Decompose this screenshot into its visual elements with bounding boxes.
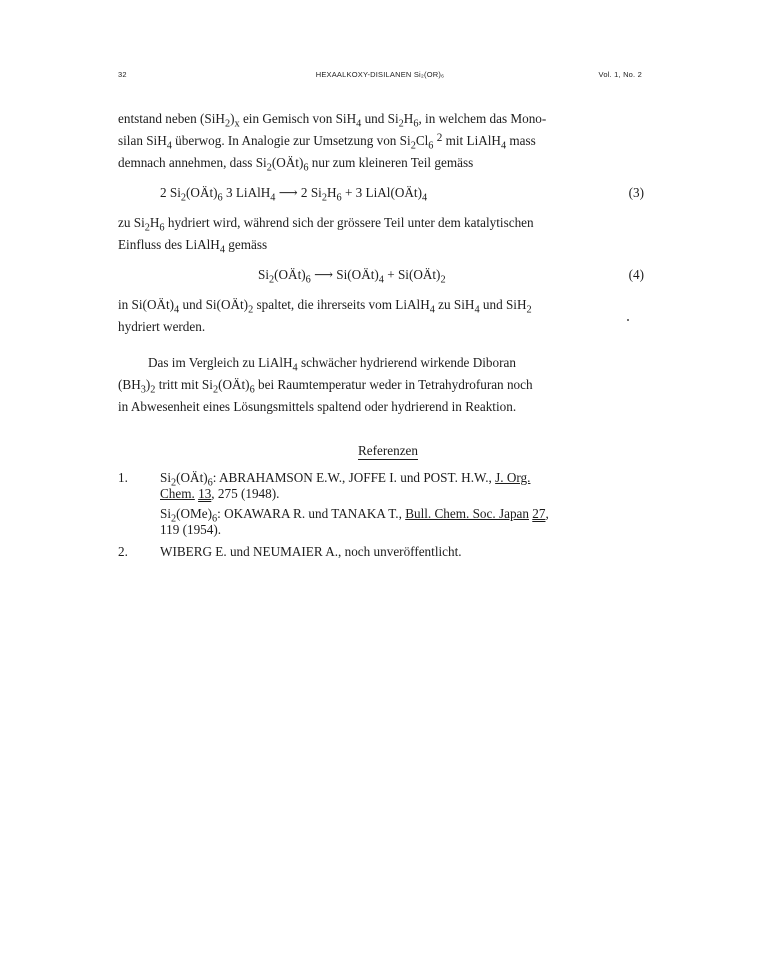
volume-number: 27	[532, 506, 546, 521]
journal-name: Bull. Chem. Soc. Japan	[405, 506, 529, 521]
reference-item: 1. $Si_2(OÄt)_6$: ABRAHAMSON E.W., JOFFE I. und POST. H.W., J. Org. Chem. 13, 275 (1948). $Si_2(OMe)_6$: OKAWARA R. und TANAKA T., Bull. Chem. Soc. Japan 27, 119 (1954).	[118, 470, 549, 537]
references-heading: Referenzen	[357, 443, 419, 458]
equation-4-formula: $Si_2(OÄt)_6$ ⟶ $Si(OÄt)_4$ + $Si(OÄt)_2$	[258, 267, 446, 286]
reference-item: 2. WIBERG E. und NEUMAIER A., noch unveröffentlicht.	[118, 544, 462, 559]
reference-number: 1.	[118, 470, 128, 485]
journal-name: J. Org.	[495, 470, 531, 485]
equation-4	[118, 256, 658, 294]
paragraph-2: zu $Si_2H_6$ hydriert wird, während sich der grössere Teil unter dem katalytischen Einfluss des LiAlH$_4$ gemäss	[118, 215, 534, 256]
equation-3-formula: 2 $Si_2(OÄt)_6$ 3 LiAlH$_4$ ⟶ 2 $Si_2H_6 + 3$ $LiAl(OÄt)_4$	[160, 185, 428, 204]
volume-info: Vol. 1, No. 2	[598, 70, 642, 79]
volume-number: 13	[198, 486, 212, 501]
paragraph-1: entstand neben $(SiH_2)_x$ ein Gemisch von SiH$_4$ und $Si_2H_6$, in welchem das Mono- silan SiH$_4$ überwog. In Analogie zur Umsetzung von $Si_2Cl_6$ $^2$ mit LiAlH$_4$ mass demnach annehmen, dass $Si_2(OÄt)_6$ nur zum kleineren Teil gemäss	[118, 111, 547, 174]
reference-number: 2.	[118, 544, 128, 559]
reference-marker: 2	[436, 132, 443, 145]
paragraph-4: Das im Vergleich zu LiAlH$_4$ schwächer hydrierend wirkende Diboran $(BH_3)_2$ tritt mit $Si_2(OÄt)_6$ bei Raumtemperatur weder in Tetrahydrofuran noch in Abwesenheit eines Lösungsmittels spaltend oder hydrierend in Reaktion.	[118, 355, 533, 414]
running-title: HEXAALKOXY-DISILANEN Si₂(OR)₆	[315, 70, 445, 79]
paragraph-3: in $Si(OÄt)_4$ und $Si(OÄt)_2$ spaltet, die ihrerseits vom LiAlH$_4$ zu SiH$_4$ und SiH$_2$ hydriert werden.	[118, 297, 532, 334]
body-text	[118, 108, 658, 566]
scan-speck	[627, 319, 629, 321]
equation-3-number: (3)	[628, 185, 644, 200]
page-header	[118, 70, 642, 84]
equation-4-number: (4)	[628, 267, 644, 282]
equation-3	[118, 174, 658, 212]
page-number: 32	[118, 70, 127, 79]
